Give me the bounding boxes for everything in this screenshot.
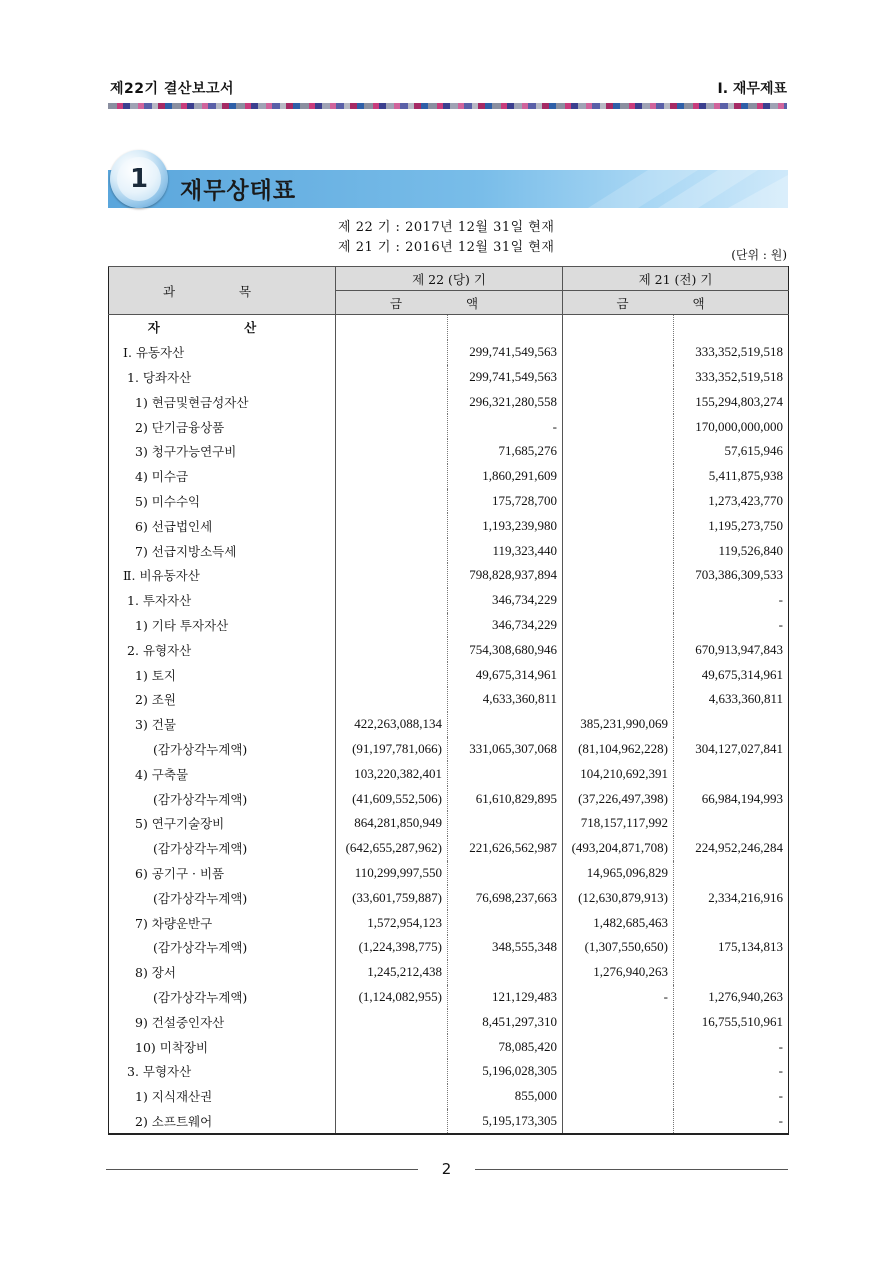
- current-detail-amount: [336, 538, 448, 563]
- prior-total-amount: 5,411,875,938: [674, 464, 789, 489]
- current-detail-amount: [336, 588, 448, 613]
- current-detail-amount: [336, 613, 448, 638]
- table-row: [109, 439, 789, 464]
- current-total-amount: 5,196,028,305: [448, 1059, 563, 1084]
- table-row: [109, 1059, 789, 1084]
- prior-detail-amount: [563, 414, 674, 439]
- current-total-amount: 49,675,314,961: [448, 662, 563, 687]
- row-label: 2) 단기금융상품: [109, 414, 336, 439]
- current-total-amount: [448, 861, 563, 886]
- section-label: 자 산: [109, 315, 336, 340]
- row-label: (감가상각누계액): [109, 836, 336, 861]
- page-number: 2: [441, 1160, 452, 1178]
- current-detail-amount: (41,609,552,506): [336, 786, 448, 811]
- table-row: [109, 935, 789, 960]
- current-detail-amount: 1,572,954,123: [336, 910, 448, 935]
- current-total-amount: 8,451,297,310: [448, 1009, 563, 1034]
- section-title: Ⅰ. 재무제표: [717, 81, 787, 97]
- current-total-amount: 4,633,360,811: [448, 687, 563, 712]
- current-total-amount: 121,129,483: [448, 985, 563, 1010]
- prior-total-amount: -: [674, 1084, 789, 1109]
- prior-total-amount: [674, 761, 789, 786]
- header-stripe: [108, 103, 787, 109]
- current-total-amount: 61,610,829,895: [448, 786, 563, 811]
- prior-detail-amount: 1,482,685,463: [563, 910, 674, 935]
- report-title: 제22기 결산보고서: [110, 81, 235, 97]
- table-row: [109, 985, 789, 1010]
- current-total-amount: 71,685,276: [448, 439, 563, 464]
- table-row: [109, 737, 789, 762]
- row-label: 3. 무형자산: [109, 1059, 336, 1084]
- current-total-amount: 296,321,280,558: [448, 389, 563, 414]
- current-detail-amount: (1,124,082,955): [336, 985, 448, 1010]
- prior-detail-amount: [563, 365, 674, 390]
- table-row: [109, 910, 789, 935]
- row-label: 1) 지식재산권: [109, 1084, 336, 1109]
- current-detail-amount: [336, 1059, 448, 1084]
- prior-total-amount: 16,755,510,961: [674, 1009, 789, 1034]
- table-row: [109, 761, 789, 786]
- current-detail-amount: 422,263,088,134: [336, 712, 448, 737]
- prior-total-amount: 4,633,360,811: [674, 687, 789, 712]
- period-prior: 제 21 기 : 2016년 12월 31일 현재: [338, 240, 555, 255]
- page-title: 재무상태표: [180, 178, 297, 204]
- prior-amount-header: 금 액: [563, 291, 789, 315]
- current-period-header: 제 22 (당) 기: [336, 267, 563, 291]
- current-detail-amount: [336, 563, 448, 588]
- table-row: [109, 563, 789, 588]
- balance-sheet-table: [108, 266, 789, 1135]
- prior-detail-amount: (493,204,871,708): [563, 836, 674, 861]
- prior-total-amount: 170,000,000,000: [674, 414, 789, 439]
- prior-total-amount: -: [674, 1034, 789, 1059]
- current-detail-amount: (91,197,781,066): [336, 737, 448, 762]
- row-label: 10) 미착장비: [109, 1034, 336, 1059]
- current-total-amount: 5,195,173,305: [448, 1109, 563, 1135]
- prior-detail-amount: [563, 637, 674, 662]
- table-row: [109, 662, 789, 687]
- prior-total-amount: -: [674, 588, 789, 613]
- current-detail-amount: (642,655,287,962): [336, 836, 448, 861]
- current-detail-amount: 103,220,382,401: [336, 761, 448, 786]
- prior-detail-amount: [563, 662, 674, 687]
- table-row: [109, 786, 789, 811]
- prior-total-amount: [674, 712, 789, 737]
- row-label: 7) 차량운반구: [109, 910, 336, 935]
- row-label: (감가상각누계액): [109, 985, 336, 1010]
- current-total-amount: 348,555,348: [448, 935, 563, 960]
- prior-detail-amount: [563, 439, 674, 464]
- current-detail-amount: [336, 414, 448, 439]
- row-label: 2) 조원: [109, 687, 336, 712]
- row-label: 7) 선급지방소득세: [109, 538, 336, 563]
- prior-detail-amount: [563, 687, 674, 712]
- prior-total-amount: [674, 861, 789, 886]
- prior-period-header: 제 21 (전) 기: [563, 267, 789, 291]
- row-label: (감가상각누계액): [109, 935, 336, 960]
- prior-detail-amount: [563, 513, 674, 538]
- row-label: 4) 구축물: [109, 761, 336, 786]
- prior-total-amount: -: [674, 1109, 789, 1135]
- table-row: [109, 712, 789, 737]
- current-total-amount: 1,193,239,980: [448, 513, 563, 538]
- prior-detail-amount: [563, 1059, 674, 1084]
- prior-detail-amount: [563, 389, 674, 414]
- table-row: [109, 836, 789, 861]
- period-current: 제 22 기 : 2017년 12월 31일 현재: [338, 220, 555, 235]
- row-label: 5) 연구기술장비: [109, 811, 336, 836]
- unit-label: (단위 : 원): [731, 248, 787, 262]
- table-row: [109, 588, 789, 613]
- prior-total-amount: [674, 960, 789, 985]
- current-total-amount: 299,741,549,563: [448, 365, 563, 390]
- table-body: [109, 315, 789, 1135]
- current-detail-amount: [336, 389, 448, 414]
- row-label: Ⅱ. 비유동자산: [109, 563, 336, 588]
- prior-detail-amount: 718,157,117,992: [563, 811, 674, 836]
- prior-detail-amount: (37,226,497,398): [563, 786, 674, 811]
- table-row: [109, 414, 789, 439]
- table-row: [109, 861, 789, 886]
- current-total-amount: 175,728,700: [448, 489, 563, 514]
- table-row: [109, 960, 789, 985]
- prior-detail-amount: [563, 588, 674, 613]
- prior-detail-amount: 1,276,940,263: [563, 960, 674, 985]
- table-row: [109, 340, 789, 365]
- current-detail-amount: (33,601,759,887): [336, 885, 448, 910]
- subject-header: 과 목: [109, 267, 336, 315]
- current-total-amount: 855,000: [448, 1084, 563, 1109]
- row-label: 1. 투자자산: [109, 588, 336, 613]
- prior-detail-amount: 385,231,990,069: [563, 712, 674, 737]
- prior-total-amount: 224,952,246,284: [674, 836, 789, 861]
- prior-detail-amount: [563, 464, 674, 489]
- current-total-amount: -: [448, 414, 563, 439]
- table-row: [109, 389, 789, 414]
- current-detail-amount: [336, 687, 448, 712]
- current-total-amount: [448, 910, 563, 935]
- prior-total-amount: 155,294,803,274: [674, 389, 789, 414]
- current-total-amount: 119,323,440: [448, 538, 563, 563]
- row-label: 3) 건물: [109, 712, 336, 737]
- prior-total-amount: 49,675,314,961: [674, 662, 789, 687]
- prior-total-amount: 2,334,216,916: [674, 885, 789, 910]
- row-label: 2. 유형자산: [109, 637, 336, 662]
- table-row: [109, 513, 789, 538]
- prior-total-amount: 1,195,273,750: [674, 513, 789, 538]
- prior-detail-amount: (1,307,550,650): [563, 935, 674, 960]
- prior-detail-amount: (12,630,879,913): [563, 885, 674, 910]
- current-total-amount: [448, 811, 563, 836]
- current-total-amount: [448, 960, 563, 985]
- current-total-amount: 346,734,229: [448, 613, 563, 638]
- row-label: 1) 기타 투자자산: [109, 613, 336, 638]
- prior-total-amount: 670,913,947,843: [674, 637, 789, 662]
- row-label: 2) 소프트웨어: [109, 1109, 336, 1135]
- row-label: (감가상각누계액): [109, 737, 336, 762]
- section-row: [109, 315, 789, 340]
- current-detail-amount: [336, 1109, 448, 1135]
- current-detail-amount: 1,245,212,438: [336, 960, 448, 985]
- current-detail-amount: [336, 637, 448, 662]
- prior-total-amount: [674, 910, 789, 935]
- row-label: 1. 당좌자산: [109, 365, 336, 390]
- current-total-amount: [448, 712, 563, 737]
- table-row: [109, 811, 789, 836]
- row-label: 5) 미수수익: [109, 489, 336, 514]
- row-label: (감가상각누계액): [109, 885, 336, 910]
- table-row: [109, 1034, 789, 1059]
- prior-total-amount: -: [674, 1059, 789, 1084]
- current-total-amount: 754,308,680,946: [448, 637, 563, 662]
- prior-total-amount: [674, 811, 789, 836]
- prior-detail-amount: [563, 489, 674, 514]
- current-detail-amount: [336, 439, 448, 464]
- row-label: 4) 미수금: [109, 464, 336, 489]
- current-total-amount: [448, 761, 563, 786]
- banner-decoration-icon: [558, 170, 788, 208]
- prior-detail-amount: [563, 1109, 674, 1135]
- table-row: [109, 538, 789, 563]
- prior-detail-amount: (81,104,962,228): [563, 737, 674, 762]
- table-row: [109, 1009, 789, 1034]
- table-row: [109, 637, 789, 662]
- current-total-amount: 78,085,420: [448, 1034, 563, 1059]
- prior-detail-amount: [563, 538, 674, 563]
- prior-detail-amount: 104,210,692,391: [563, 761, 674, 786]
- row-label: 1) 토지: [109, 662, 336, 687]
- current-total-amount: 346,734,229: [448, 588, 563, 613]
- prior-total-amount: 304,127,027,841: [674, 737, 789, 762]
- current-total-amount: 221,626,562,987: [448, 836, 563, 861]
- current-total-amount: 798,828,937,894: [448, 563, 563, 588]
- section-number: 1: [117, 157, 161, 201]
- row-label: Ⅰ. 유동자산: [109, 340, 336, 365]
- row-label: (감가상각누계액): [109, 786, 336, 811]
- current-detail-amount: [336, 489, 448, 514]
- prior-detail-amount: [563, 1084, 674, 1109]
- prior-total-amount: 1,276,940,263: [674, 985, 789, 1010]
- table-row: [109, 613, 789, 638]
- current-detail-amount: 110,299,997,550: [336, 861, 448, 886]
- table-row: [109, 365, 789, 390]
- current-amount-header: 금 액: [336, 291, 563, 315]
- current-total-amount: 76,698,237,663: [448, 885, 563, 910]
- row-label: 8) 장서: [109, 960, 336, 985]
- current-detail-amount: 864,281,850,949: [336, 811, 448, 836]
- prior-detail-amount: 14,965,096,829: [563, 861, 674, 886]
- prior-total-amount: 66,984,194,993: [674, 786, 789, 811]
- prior-detail-amount: -: [563, 985, 674, 1010]
- prior-detail-amount: [563, 1009, 674, 1034]
- current-total-amount: 1,860,291,609: [448, 464, 563, 489]
- table-row: [109, 1109, 789, 1135]
- table-row: [109, 464, 789, 489]
- prior-total-amount: -: [674, 613, 789, 638]
- current-detail-amount: [336, 1034, 448, 1059]
- row-label: 3) 청구가능연구비: [109, 439, 336, 464]
- current-detail-amount: [336, 365, 448, 390]
- prior-total-amount: 119,526,840: [674, 538, 789, 563]
- current-detail-amount: [336, 340, 448, 365]
- table-row: [109, 1084, 789, 1109]
- current-detail-amount: [336, 1009, 448, 1034]
- prior-detail-amount: [563, 1034, 674, 1059]
- prior-total-amount: 703,386,309,533: [674, 563, 789, 588]
- table-row: [109, 687, 789, 712]
- current-detail-amount: (1,224,398,775): [336, 935, 448, 960]
- row-label: 6) 공기구 · 비품: [109, 861, 336, 886]
- prior-detail-amount: [563, 613, 674, 638]
- row-label: 1) 현금및현금성자산: [109, 389, 336, 414]
- prior-total-amount: 1,273,423,770: [674, 489, 789, 514]
- prior-total-amount: 57,615,946: [674, 439, 789, 464]
- prior-total-amount: 175,134,813: [674, 935, 789, 960]
- row-label: 9) 건설중인자산: [109, 1009, 336, 1034]
- prior-total-amount: 333,352,519,518: [674, 340, 789, 365]
- prior-detail-amount: [563, 340, 674, 365]
- current-total-amount: 299,741,549,563: [448, 340, 563, 365]
- table-row: [109, 489, 789, 514]
- current-detail-amount: [336, 662, 448, 687]
- current-detail-amount: [336, 513, 448, 538]
- current-detail-amount: [336, 1084, 448, 1109]
- current-total-amount: 331,065,307,068: [448, 737, 563, 762]
- table-row: [109, 885, 789, 910]
- prior-detail-amount: [563, 563, 674, 588]
- current-detail-amount: [336, 464, 448, 489]
- row-label: 6) 선급법인세: [109, 513, 336, 538]
- prior-total-amount: 333,352,519,518: [674, 365, 789, 390]
